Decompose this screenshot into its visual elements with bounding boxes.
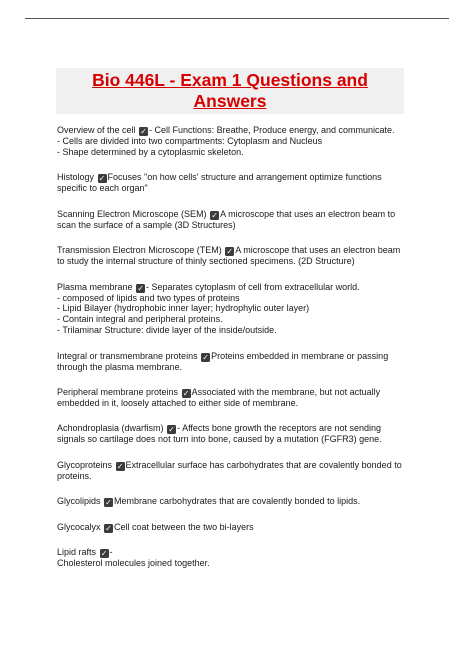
answer-text: - Lipid Bilayer (hydrophobic inner layer; hydrophylic outer layer): [57, 303, 310, 314]
answer-text: to study the internal structure of thinly sectioned specimens. (2D Structure): [57, 256, 355, 267]
qa-first-line: [57, 387, 429, 398]
checkmark-icon: ✓: [182, 389, 190, 399]
answer-text: A microscope that uses an electron beam: [235, 245, 401, 256]
checkmark-icon: ✓: [116, 461, 124, 471]
checkmark-icon: ✓: [105, 498, 112, 508]
qa-entry: [57, 387, 429, 409]
qa-entry: [57, 282, 429, 337]
qa-first-line: [57, 496, 429, 507]
answer-text: Cholesterol molecules joined together.: [57, 558, 210, 569]
answer-text: embedded in it, loosely attached to either side of membrane.: [57, 398, 299, 409]
answer-line: [57, 220, 429, 231]
qa-first-line: [57, 245, 429, 256]
question-term: Lipid rafts: [57, 547, 97, 558]
qa-entry: [57, 423, 429, 445]
question-term: Glycocalyx: [57, 521, 101, 532]
qa-first-line: [57, 209, 429, 220]
answer-text: scan the surface of a sample (3D Structures): [57, 219, 236, 230]
question-term: Overview of the cell: [57, 125, 136, 135]
qa-first-line: [57, 460, 429, 471]
answer-text: - Contain integral and peripheral proteins.: [57, 314, 223, 325]
qa-first-line: [57, 172, 429, 183]
checkmark-icon: ✓: [226, 247, 234, 257]
qa-first-line: [57, 282, 429, 293]
qa-first-line: [57, 125, 429, 136]
qa-first-line: [57, 522, 429, 533]
qa-entry: [57, 547, 429, 569]
answer-text: A microscope that uses an electron beam to: [220, 208, 396, 219]
qa-entry: [57, 125, 429, 158]
answer-text: - Separates cytoplasm of cell from extracellular world.: [146, 281, 360, 292]
answer-text: - composed of lipids and two types of proteins: [57, 292, 240, 303]
checkmark-icon: ✓: [98, 174, 106, 184]
question-term: Transmission Electron Microscope (TEM): [57, 245, 222, 256]
top-rule: [25, 18, 449, 19]
qa-entry: [57, 172, 429, 194]
question-term: Glycolipids: [57, 496, 101, 507]
question-term: Plasma membrane: [57, 281, 133, 292]
qa-first-line: [57, 423, 429, 434]
document-title: [56, 68, 404, 112]
qa-first-line: [57, 351, 429, 362]
qa-list: [57, 125, 429, 584]
question-term: Glycoproteins: [57, 459, 113, 470]
checkmark-icon: ✓: [105, 523, 112, 533]
answer-text: signals so cartilage does not turn into bone, caused by a mutation (FGFR3) gene.: [57, 434, 382, 445]
question-term: Achondroplasia (dwarfism): [57, 423, 164, 434]
answer-text: Proteins embedded in membrane or passing: [211, 350, 389, 361]
answer-line: [57, 471, 429, 482]
question-term: Scanning Electron Microscope (SEM): [57, 208, 207, 219]
answer-text: - Cells are divided into two compartments: Cytoplasm and Nucleus: [57, 136, 323, 146]
qa-entry: [57, 245, 429, 267]
answer-text: - Trilaminar Structure: divide layer of the inside/outside.: [57, 325, 277, 336]
answer-text: -: [109, 547, 113, 558]
answer-line: [57, 434, 429, 445]
title-line-2: Answers: [193, 91, 267, 111]
answer-text: Cell coat between the two bi-layers: [114, 521, 254, 532]
answer-line: [57, 147, 429, 158]
checkmark-icon: ✓: [137, 283, 144, 293]
qa-first-line: [57, 547, 429, 558]
qa-entry: [57, 496, 429, 507]
question-term: Integral or transmembrane proteins: [57, 350, 198, 361]
answer-line: [57, 183, 429, 194]
answer-text: through the plasma membrane.: [57, 361, 183, 372]
answer-text: proteins.: [57, 470, 92, 481]
question-term: Peripheral membrane proteins: [57, 387, 179, 398]
qa-entry: [57, 209, 429, 231]
checkmark-icon: ✓: [211, 210, 218, 220]
answer-line: [57, 325, 429, 336]
title-line-1: Bio 446L - Exam 1 Questions and: [92, 70, 368, 90]
qa-entry: [57, 460, 429, 482]
answer-line: [57, 256, 429, 267]
question-term: Histology: [57, 172, 95, 183]
qa-entry: [57, 351, 429, 373]
answer-line: [57, 293, 429, 304]
answer-line: [57, 558, 429, 569]
checkmark-icon: ✓: [168, 425, 175, 435]
answer-text: specific to each organ": [57, 183, 148, 194]
answer-line: [57, 398, 429, 409]
title-box: [56, 68, 404, 114]
checkmark-icon: ✓: [140, 127, 147, 136]
answer-text: - Cell Functions: Breathe, Produce energy, and communicate.: [149, 125, 395, 135]
answer-text: Focuses "on how cells' structure and arrangement optimize functions: [107, 172, 382, 183]
answer-line: [57, 136, 429, 147]
answer-line: [57, 303, 429, 314]
answer-text: Associated with the membrane, but not actually: [191, 387, 381, 398]
answer-line: [57, 362, 429, 373]
answer-text: - Affects bone growth the receptors are not sending: [177, 423, 382, 434]
answer-text: - Shape determined by a cytoplasmic skeleton.: [57, 146, 244, 157]
checkmark-icon: ✓: [202, 352, 209, 362]
qa-entry: [57, 522, 429, 533]
checkmark-icon: ✓: [100, 549, 108, 559]
answer-text: Extracellular surface has carbohydrates that are covalently bonded to: [125, 459, 402, 470]
answer-text: Membrane carbohydrates that are covalently bonded to lipids.: [114, 496, 361, 507]
answer-line: [57, 314, 429, 325]
